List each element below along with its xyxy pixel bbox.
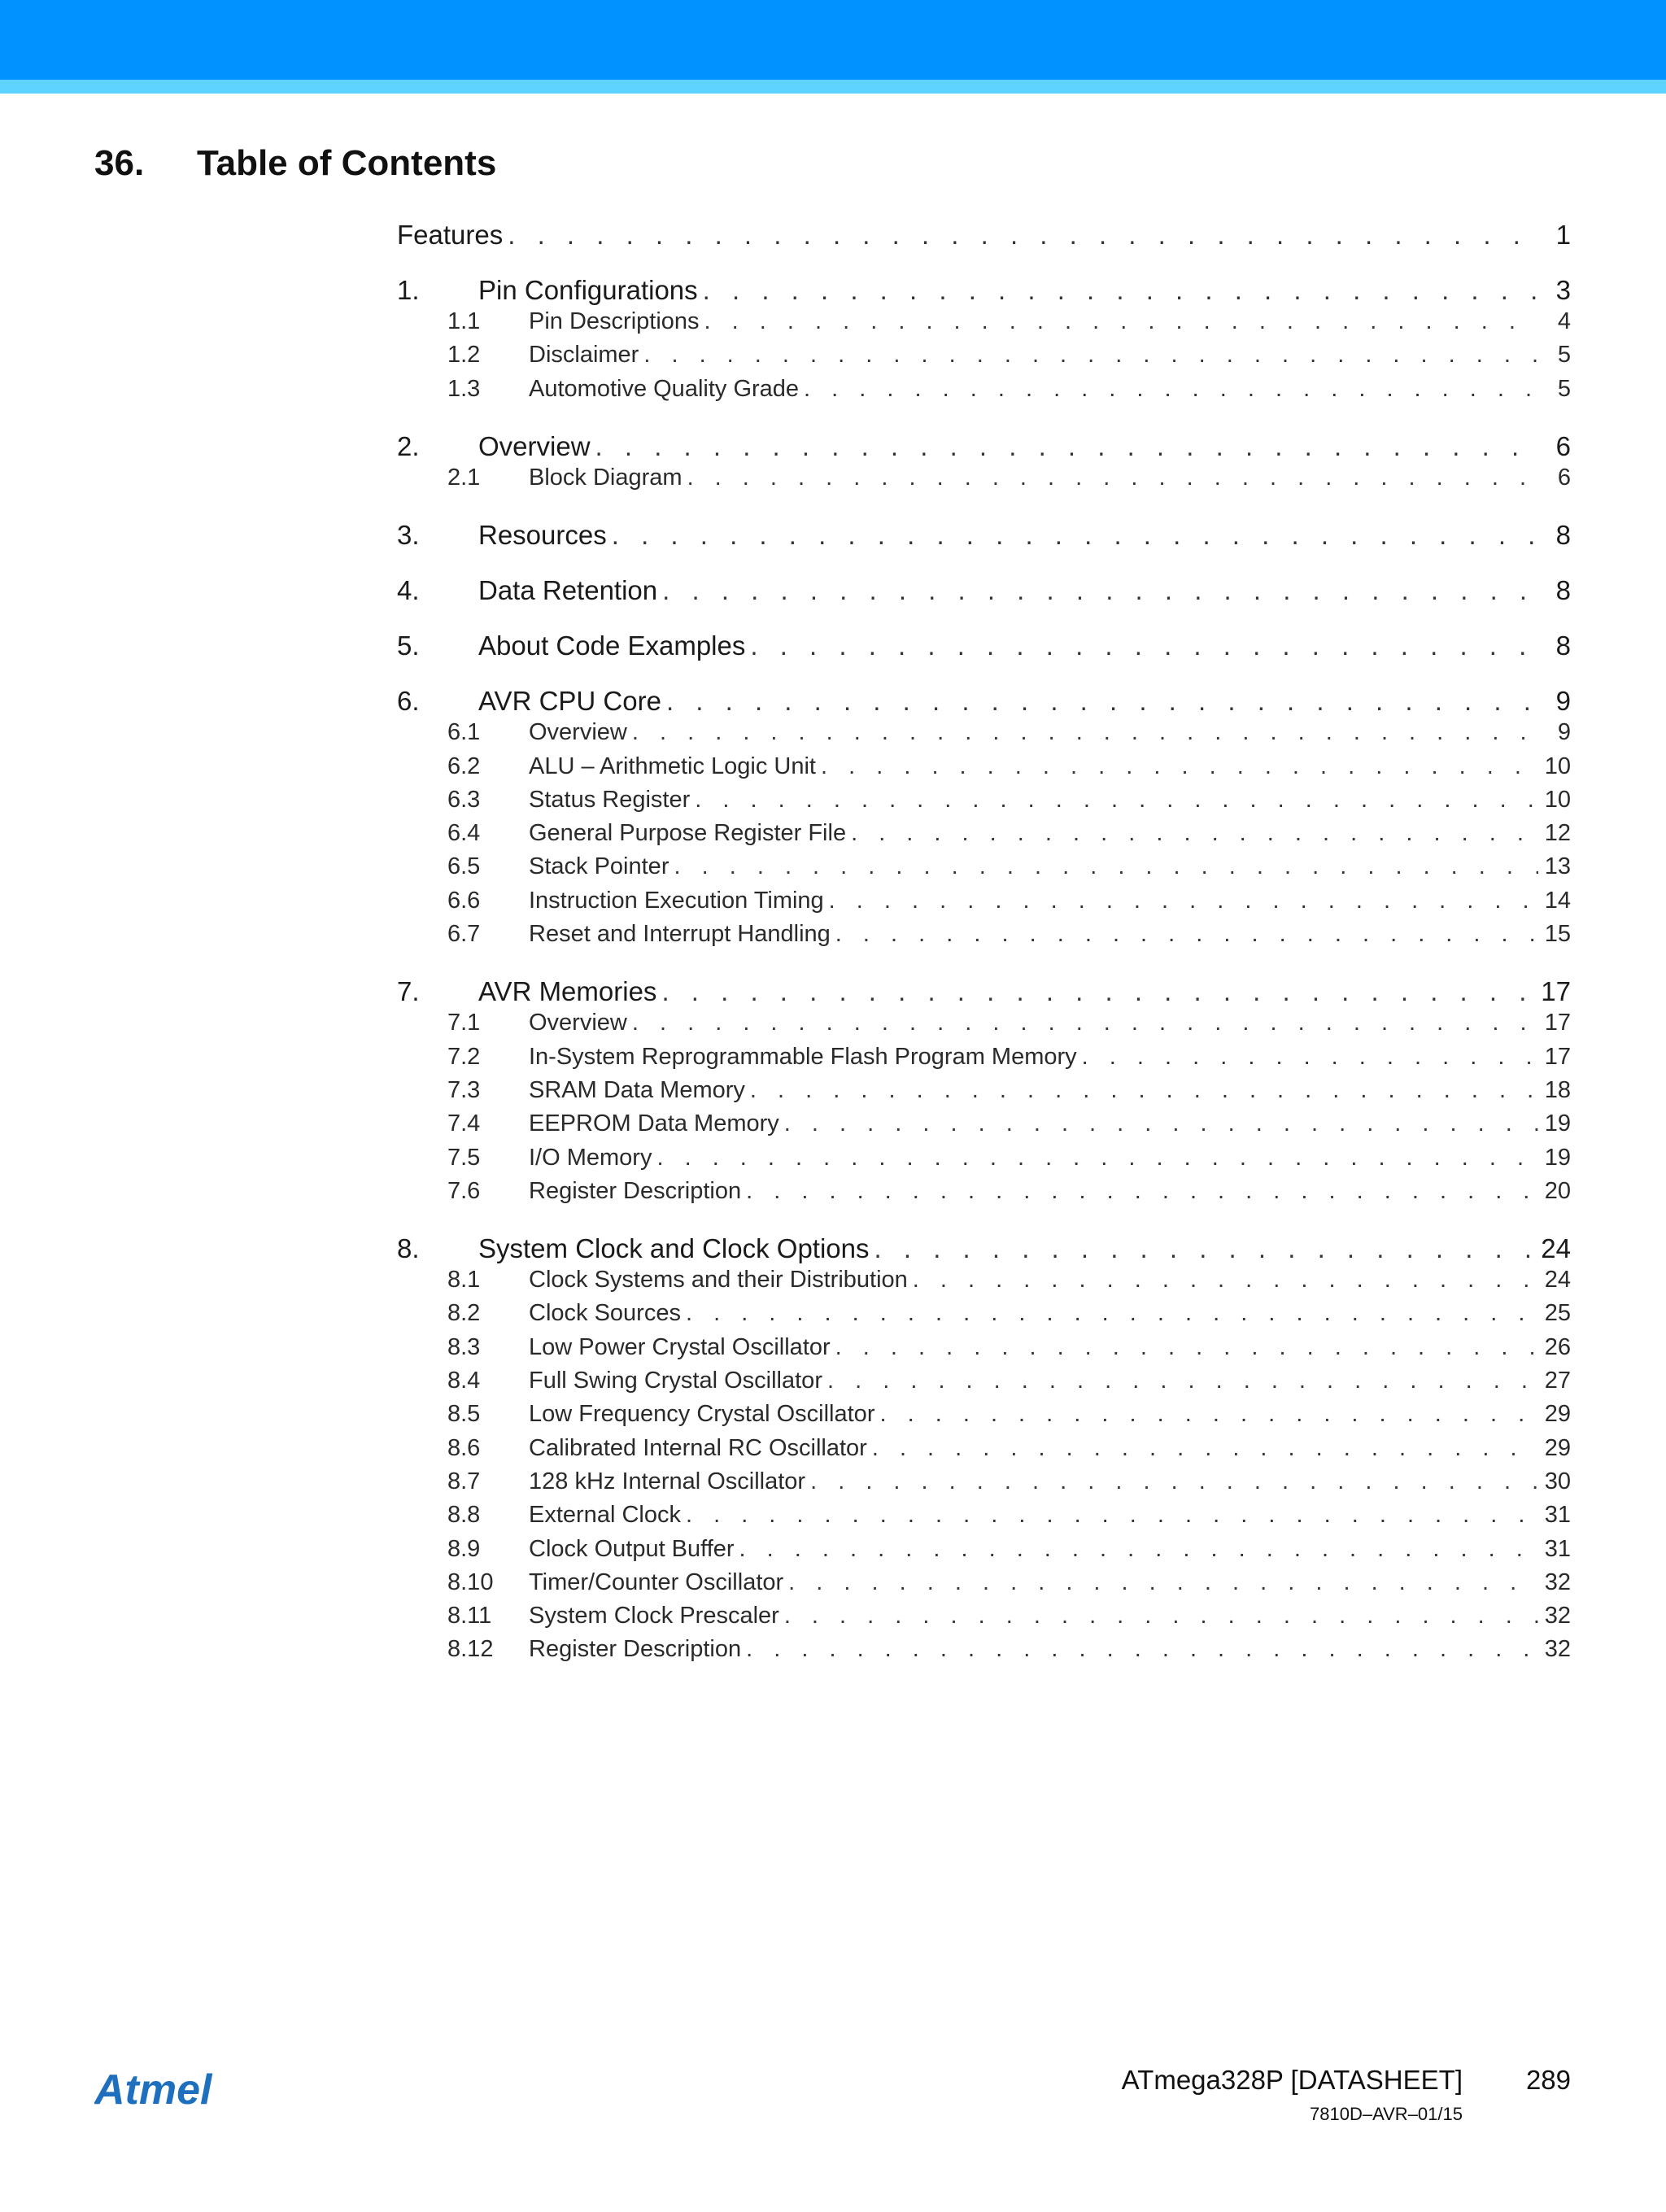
dot-leader xyxy=(779,1110,1538,1137)
dot-leader xyxy=(591,431,1538,462)
dot-leader xyxy=(656,976,1538,1007)
toc-entry-title: Overview xyxy=(529,1010,627,1036)
toc-entry-title: Clock Output Buffer xyxy=(529,1535,735,1562)
toc-entry-number: 8.3 xyxy=(447,1333,481,1360)
toc-entry-page: 29 xyxy=(1544,1401,1571,1428)
toc-entry-number: 6.7 xyxy=(447,921,481,947)
toc-entry-page: 3 xyxy=(1555,275,1571,305)
toc-entry-number: 6.6 xyxy=(447,887,481,914)
toc-entry-page: 10 xyxy=(1544,786,1571,813)
toc-entry-page: 5 xyxy=(1557,375,1571,402)
dot-leader xyxy=(503,220,1538,251)
atmel-logo-icon xyxy=(94,2068,249,2114)
toc-subentry[interactable] xyxy=(397,820,1571,851)
toc-entry-title: Low Frequency Crystal Oscillator xyxy=(529,1401,875,1428)
toc-entry-page: 17 xyxy=(1544,1043,1571,1070)
toc-entry-title: Clock Systems and their Distribution xyxy=(529,1267,908,1294)
toc-entry-number: 8.2 xyxy=(447,1300,481,1327)
toc-entry-page: 17 xyxy=(1544,1010,1571,1036)
toc-subentry[interactable] xyxy=(397,753,1571,784)
toc-entry-page: 8 xyxy=(1555,575,1571,606)
toc-entry-title: Features xyxy=(397,220,504,250)
toc-entry-page: 9 xyxy=(1557,719,1571,746)
toc-entry-page: 24 xyxy=(1541,1233,1571,1264)
section-number: 36. xyxy=(94,143,145,183)
toc-entry[interactable] xyxy=(397,575,1571,609)
toc-entry-page: 31 xyxy=(1544,1535,1571,1562)
toc-entry-page: 18 xyxy=(1544,1076,1571,1103)
toc-subentry[interactable] xyxy=(397,1636,1571,1667)
toc-entry-page: 32 xyxy=(1544,1636,1571,1663)
dot-leader xyxy=(846,820,1538,847)
toc-entry-number: 8.8 xyxy=(447,1502,481,1529)
toc-entry-title: Calibrated Internal RC Oscillator xyxy=(529,1434,867,1461)
toc-entry-page: 9 xyxy=(1555,686,1571,717)
toc-entry-title: ALU – Arithmetic Logic Unit xyxy=(529,753,816,779)
toc-entry-title: Stack Pointer xyxy=(529,853,669,880)
logo-text: Atmel xyxy=(94,2068,212,2114)
toc-entry-page: 4 xyxy=(1557,308,1571,334)
toc-entry-page: 30 xyxy=(1544,1468,1571,1494)
toc-entry-page: 26 xyxy=(1544,1333,1571,1360)
toc-entry-page: 17 xyxy=(1541,976,1571,1007)
dot-leader xyxy=(690,787,1538,814)
dot-leader xyxy=(681,1502,1538,1529)
dot-leader xyxy=(1077,1044,1538,1071)
toc-subentry[interactable] xyxy=(397,1110,1571,1141)
toc-entry-number: 8.4 xyxy=(447,1368,481,1394)
toc-entry-number: 8.11 xyxy=(447,1603,492,1630)
toc-entry-number: 6.3 xyxy=(447,786,481,813)
toc-entry-title: System Clock and Clock Options xyxy=(478,1233,870,1264)
atmel-logo xyxy=(94,2068,249,2118)
toc-entry-number: 7.2 xyxy=(447,1043,481,1070)
dot-leader xyxy=(874,1401,1538,1428)
dot-leader xyxy=(783,1569,1538,1596)
toc-entry-number: 1.2 xyxy=(447,342,481,369)
toc-subentry[interactable] xyxy=(397,1603,1571,1634)
toc-entry-page: 19 xyxy=(1544,1144,1571,1171)
toc-entry-page: 6 xyxy=(1555,430,1571,461)
dot-leader xyxy=(700,308,1538,335)
toc-entry[interactable] xyxy=(397,630,1571,665)
toc-entry-page: 31 xyxy=(1544,1502,1571,1529)
header-stripe xyxy=(0,80,1666,94)
dot-leader xyxy=(745,630,1538,661)
toc-entry-page: 8 xyxy=(1555,630,1571,661)
toc-entry-page: 6 xyxy=(1557,464,1571,491)
dot-leader xyxy=(805,1468,1538,1495)
toc-entry[interactable] xyxy=(397,431,1571,465)
toc-entry-title: Instruction Execution Timing xyxy=(529,887,824,914)
toc-entry-page: 14 xyxy=(1544,887,1571,914)
toc-entry-page: 25 xyxy=(1544,1300,1571,1327)
toc-entry-title: Status Register xyxy=(529,786,691,813)
toc-entry-page: 12 xyxy=(1544,820,1571,847)
toc-subentry[interactable] xyxy=(397,1435,1571,1466)
toc-entry-title: Pin Descriptions xyxy=(529,308,700,334)
toc-subentry[interactable] xyxy=(397,1569,1571,1600)
toc-subentry[interactable] xyxy=(397,1536,1571,1567)
toc-subentry[interactable] xyxy=(397,888,1571,918)
toc-entry-title: I/O Memory xyxy=(529,1144,652,1171)
dot-leader xyxy=(741,1178,1538,1205)
toc-entry-number: 2.1 xyxy=(447,464,481,491)
dot-leader xyxy=(831,1334,1538,1361)
toc-subentry[interactable] xyxy=(397,1077,1571,1108)
toc-subentry[interactable] xyxy=(397,1468,1571,1499)
toc-entry-number: 6.1 xyxy=(447,719,481,746)
toc-entry-title: External Clock xyxy=(529,1502,681,1529)
toc-entry[interactable] xyxy=(397,275,1571,309)
toc-entry-number: 6.4 xyxy=(447,820,481,847)
toc-entry[interactable] xyxy=(397,686,1571,720)
toc-entry-title: EEPROM Data Memory xyxy=(529,1110,779,1137)
toc-subentry[interactable] xyxy=(397,1300,1571,1331)
toc-entry-title: Pin Configurations xyxy=(478,275,698,305)
dot-leader xyxy=(657,575,1538,606)
dot-leader xyxy=(867,1435,1538,1462)
footer-doc-title: ATmega328P [DATASHEET] xyxy=(1121,2065,1463,2095)
toc-entry-number: 7.4 xyxy=(447,1110,481,1137)
toc-subentry[interactable] xyxy=(397,853,1571,884)
toc-subentry[interactable] xyxy=(397,1502,1571,1533)
dot-leader xyxy=(735,1536,1538,1563)
toc-entry-title: AVR CPU Core xyxy=(478,686,661,717)
toc-entry-page: 20 xyxy=(1544,1177,1571,1204)
toc-subentry[interactable] xyxy=(397,719,1571,750)
dot-leader xyxy=(816,753,1538,780)
toc-entry-number: 8.1 xyxy=(447,1267,481,1294)
toc-subentry[interactable] xyxy=(397,1368,1571,1398)
toc-entry-title: Register Description xyxy=(529,1636,742,1663)
toc-entry-page: 32 xyxy=(1544,1568,1571,1595)
toc-subentry[interactable] xyxy=(397,1267,1571,1298)
toc-entry[interactable] xyxy=(397,1233,1571,1267)
toc-entry-title: Clock Sources xyxy=(529,1300,681,1327)
toc-entry-number: 7.6 xyxy=(447,1177,481,1204)
toc-entry-number: 6. xyxy=(397,686,420,717)
dot-leader xyxy=(683,465,1538,491)
toc-entry-title: AVR Memories xyxy=(478,976,657,1007)
toc-subentry[interactable] xyxy=(397,1401,1571,1432)
toc-subentry[interactable] xyxy=(397,1178,1571,1209)
toc-entry[interactable] xyxy=(397,520,1571,554)
toc-entry-number: 8.5 xyxy=(447,1401,481,1428)
toc-entry-number: 8.10 xyxy=(447,1568,494,1595)
dot-leader xyxy=(669,853,1538,880)
toc-subentry[interactable] xyxy=(397,1044,1571,1075)
toc-entry-title: Overview xyxy=(529,719,627,746)
dot-leader xyxy=(639,342,1538,369)
toc-subentry[interactable] xyxy=(397,1334,1571,1365)
toc-entry-page: 19 xyxy=(1544,1110,1571,1137)
toc-entry-title: System Clock Prescaler xyxy=(529,1603,779,1630)
dot-leader xyxy=(681,1300,1538,1327)
toc-entry-title: Disclaimer xyxy=(529,342,639,369)
toc-entry-page: 32 xyxy=(1544,1603,1571,1630)
footer-page-number: 289 xyxy=(1525,2065,1571,2095)
toc-subentry[interactable] xyxy=(397,465,1571,495)
toc-entry-title: 128 kHz Internal Oscillator xyxy=(529,1468,806,1494)
toc-entry-number: 2. xyxy=(397,430,420,461)
toc-subentry[interactable] xyxy=(397,342,1571,373)
toc-entry-page: 8 xyxy=(1555,520,1571,551)
toc-subentry[interactable] xyxy=(397,787,1571,818)
dot-leader xyxy=(741,1636,1538,1663)
toc-entry-page: 24 xyxy=(1544,1267,1571,1294)
toc-entry[interactable] xyxy=(397,220,1571,254)
toc-entry-title: SRAM Data Memory xyxy=(529,1076,745,1103)
toc-entry-number: 1.1 xyxy=(447,308,481,334)
dot-leader xyxy=(870,1233,1538,1264)
toc-entry-title: Full Swing Crystal Oscillator xyxy=(529,1368,822,1394)
toc-entry-title: About Code Examples xyxy=(478,630,746,661)
toc-entry-number: 3. xyxy=(397,520,420,551)
dot-leader xyxy=(822,1368,1538,1394)
toc-entry-number: 8. xyxy=(397,1233,420,1264)
toc-entry-page: 10 xyxy=(1544,753,1571,779)
toc-entry-number: 1. xyxy=(397,275,420,305)
dot-leader xyxy=(779,1603,1538,1630)
toc-entry-page: 15 xyxy=(1544,921,1571,947)
toc-subentry[interactable] xyxy=(397,1010,1571,1041)
footer-revision: 7810D–AVR–01/15 xyxy=(1310,2104,1463,2124)
toc-entry-page: 1 xyxy=(1555,220,1571,250)
toc-entry-number: 1.3 xyxy=(447,375,481,402)
section-title: Table of Contents xyxy=(197,143,497,183)
dot-leader xyxy=(908,1267,1538,1294)
dot-leader xyxy=(799,376,1538,403)
dot-leader xyxy=(627,719,1538,746)
dot-leader xyxy=(824,888,1538,914)
dot-leader xyxy=(745,1077,1538,1104)
toc-entry-title: General Purpose Register File xyxy=(529,820,847,847)
toc-entry-title: In-System Reprogrammable Flash Program Memory xyxy=(529,1043,1077,1070)
toc-subentry[interactable] xyxy=(397,376,1571,407)
toc-entry-number: 5. xyxy=(397,630,420,661)
toc-entry-title: Block Diagram xyxy=(529,464,683,491)
toc-entry[interactable] xyxy=(397,976,1571,1010)
toc-entry-title: Register Description xyxy=(529,1177,742,1204)
page-title xyxy=(94,143,496,184)
dot-leader xyxy=(698,275,1538,306)
toc-entry-number: 4. xyxy=(397,575,420,606)
dot-leader xyxy=(627,1010,1538,1036)
header-bar xyxy=(0,0,1666,80)
toc-entry-number: 7.1 xyxy=(447,1010,481,1036)
toc-subentry[interactable] xyxy=(397,1145,1571,1176)
toc-entry-page: 29 xyxy=(1544,1434,1571,1461)
toc-entry-title: Timer/Counter Oscillator xyxy=(529,1568,784,1595)
toc-subentry[interactable] xyxy=(397,308,1571,339)
toc-entry-number: 8.7 xyxy=(447,1468,481,1494)
toc-entry-page: 27 xyxy=(1544,1368,1571,1394)
toc-entry-title: Overview xyxy=(478,430,591,461)
toc-entry-page: 5 xyxy=(1557,342,1571,369)
toc-entry-title: Data Retention xyxy=(478,575,658,606)
toc-entry-number: 7. xyxy=(397,976,420,1007)
toc-entry-title: Resources xyxy=(478,520,607,551)
toc-entry-number: 6.5 xyxy=(447,853,481,880)
toc-entry-title: Reset and Interrupt Handling xyxy=(529,921,831,947)
toc-subentry[interactable] xyxy=(397,921,1571,952)
toc-entry-page: 13 xyxy=(1544,853,1571,880)
toc-entry-title: Low Power Crystal Oscillator xyxy=(529,1333,831,1360)
toc-entry-number: 8.6 xyxy=(447,1434,481,1461)
toc-entry-number: 6.2 xyxy=(447,753,481,779)
dot-leader xyxy=(831,921,1538,948)
dot-leader xyxy=(652,1145,1538,1171)
toc-entry-number: 7.5 xyxy=(447,1144,481,1171)
toc-entry-number: 8.12 xyxy=(447,1636,494,1663)
toc-entry-number: 7.3 xyxy=(447,1076,481,1103)
toc-entry-title: Automotive Quality Grade xyxy=(529,375,800,402)
toc-entry-number: 8.9 xyxy=(447,1535,481,1562)
dot-leader xyxy=(607,520,1538,551)
dot-leader xyxy=(661,686,1538,717)
